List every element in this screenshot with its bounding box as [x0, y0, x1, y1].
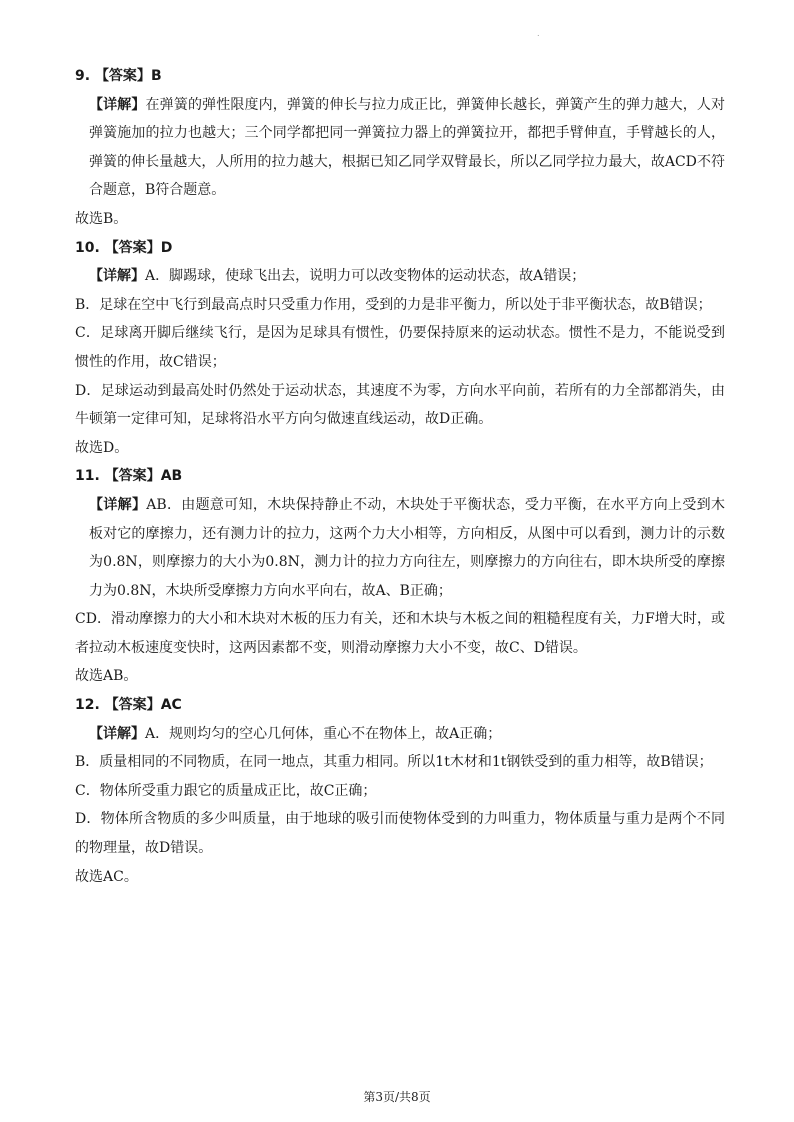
explanation-text: B．质量相同的不同物质，在同一地点，其重力相同。所以1t木材和1t钢铁受到的重力相等，故B错误； — [75, 754, 713, 771]
explanation-paragraph — [75, 205, 725, 234]
question-block — [75, 234, 725, 463]
explanation-text: D．物体所含物质的多少叫质量，由于地球的吸引而使物体受到的力叫重力，物体质量与重力是两个不同的物理量，故D错误。 — [75, 811, 725, 857]
answer-label: 【答案】 — [104, 697, 161, 714]
explanation-label: 【详解】 — [89, 496, 147, 513]
explanation-paragraph — [75, 605, 725, 662]
explanation-text: A．规则均匀的空心几何体，重心不在物体上，故A正确； — [145, 725, 502, 742]
question-number: 12. — [75, 697, 100, 714]
explanation-text: A．脚踢球，使球飞出去，说明力可以改变物体的运动状态，故A错误； — [145, 268, 586, 285]
question-number: 11. — [75, 468, 100, 485]
explanation-paragraph — [75, 377, 725, 434]
explanation-paragraph — [75, 434, 725, 463]
explanation-text: D．足球运动到最高处时仍然处于运动状态，其速度不为零，方向水平向前，若所有的力全部都消失，由牛顿第一定律可知，足球将沿水平方向匀做速直线运动，故D正确。 — [75, 382, 725, 428]
answer-label: 【答案】 — [104, 468, 161, 485]
answer-value: AB — [160, 468, 183, 485]
page-footer: 第3页/共8页 — [363, 1090, 431, 1104]
explanation-label: 【详解】 — [89, 725, 145, 742]
question-number: 10. — [75, 239, 100, 256]
explanation-paragraph — [75, 491, 725, 605]
explanation-label: 【详解】 — [89, 268, 145, 285]
explanation-paragraph — [75, 291, 725, 320]
explanation-text: CD．滑动摩擦力的大小和木块对木板的压力有关，还和木块与木板之间的粗糙程度有关，力F增大时，或者拉动木板速度变快时，这两因素都不变，则滑动摩擦力大小不变，故C、D错误。 — [75, 611, 725, 656]
explanation-text: B．足球在空中飞行到最高点时只受重力作用，受到的力是非平衡力，所以处于非平衡状态，故B错误； — [75, 296, 712, 313]
explanation-text: C．物体所受重力跟它的质量成正比，故C正确； — [75, 782, 377, 799]
explanation-text: C．足球离开脚后继续飞行，是因为足球具有惯性，仍要保持原来的运动状态。惯性不是力，不能说受到惯性的作用，故C错误； — [75, 325, 725, 370]
question-number: 9. — [75, 68, 91, 84]
explanation-text: 在弹簧的弹性限度内，弹簧的伸长与拉力成正比，弹簧伸长越长，弹簧产生的弹力越大，人对弹簧施加的拉力也越大；三个同学都把同一弹簧拉力器上的弹簧拉开，都把手臂伸直，手臂越长的人，弹簧的伸长量越大，人所用的拉力越大，根据已知乙同学双臂最长，所以乙同学拉力最大，故ACD不符合题意，B符合题意。 — [89, 96, 725, 199]
question-answer-heading — [75, 62, 725, 91]
answer-value: B — [150, 68, 162, 84]
explanation-text: 故选AB。 — [75, 668, 138, 685]
question-answer-heading — [75, 462, 725, 491]
question-block — [75, 462, 725, 691]
explanation-paragraph — [75, 777, 725, 806]
answer-value: AC — [160, 697, 182, 714]
answer-label: 【答案】 — [94, 68, 151, 84]
question-block — [75, 62, 725, 234]
explanation-paragraph — [75, 720, 725, 749]
question-answer-heading — [75, 691, 725, 720]
explanation-paragraph — [75, 805, 725, 862]
explanation-paragraph — [75, 319, 725, 376]
explanation-paragraph — [75, 262, 725, 291]
answer-label: 【答案】 — [104, 239, 161, 256]
question-block — [75, 691, 725, 891]
explanation-text: 故选AC。 — [75, 868, 138, 885]
answer-value: D — [160, 239, 173, 256]
explanation-text: 故选D。 — [75, 439, 129, 456]
explanation-paragraph — [75, 662, 725, 691]
explanation-paragraph — [75, 748, 725, 777]
explanation-paragraph — [75, 863, 725, 892]
document-body — [75, 62, 725, 891]
top-mark: . — [537, 29, 540, 38]
explanation-text: 故选B。 — [75, 210, 128, 227]
explanation-label: 【详解】 — [89, 96, 146, 113]
explanation-text: AB．由题意可知，木块保持静止不动，木块处于平衡状态，受力平衡，在水平方向上受到木板对它的摩擦力，还有测力计的拉力，这两个力大小相等，方向相反，从图中可以看到，测力计的示数为0.8N，则摩擦力的大小为0.8N，测力计的拉力方向往左，则摩擦力的方向往右，即木块所受的摩擦力为0.8N，木块所受摩擦力方向水平向右，故A、B正确； — [89, 496, 725, 599]
explanation-paragraph — [75, 91, 725, 205]
question-answer-heading — [75, 234, 725, 263]
